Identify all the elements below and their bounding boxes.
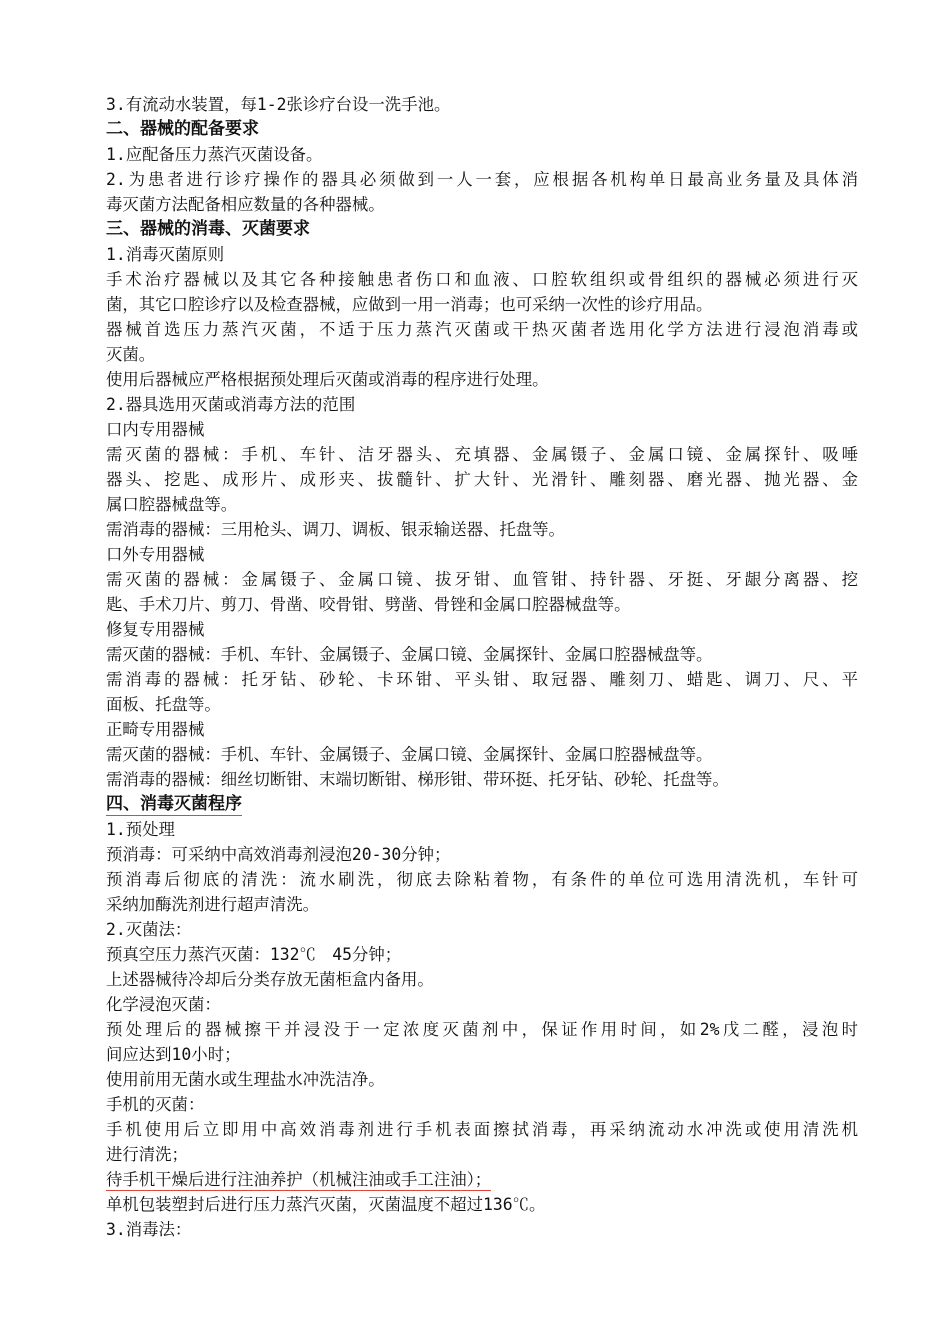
body-text-line: 正畸专用器械: [106, 720, 205, 739]
body-text-line: 预消毒：可采纳中高效消毒剂浸泡20-30分钟；: [106, 845, 451, 864]
body-text-line: 2.为患者进行诊疗操作的器具必须做到一人一套，应根据各机构单日最高业务量及具体消: [106, 170, 858, 189]
body-text-line: 属口腔器械盘等。: [106, 495, 238, 514]
body-text-line: 间应达到10小时；: [106, 1045, 241, 1064]
body-text-line: 1.消毒灭菌原则: [106, 245, 225, 264]
body-text-line: 修复专用器械: [106, 620, 205, 639]
body-text-line: 采纳加酶洗剂进行超声清洗。: [106, 895, 320, 914]
body-text-line: 需灭菌的器械：手机、车针、金属镊子、金属口镜、金属探针、金属口腔器械盘等。: [106, 645, 713, 664]
body-text-line: 口外专用器械: [106, 545, 205, 564]
body-text-line: 手机使用后立即用中高效消毒剂进行手机表面擦拭消毒，再采纳流动水冲洗或使用清洗机: [106, 1120, 858, 1139]
body-text-line: 灭菌。: [106, 345, 156, 364]
underlined-text: 待手机干燥后进行注油养护（机械注油或手工注油）；: [106, 1170, 492, 1189]
body-text-line: 需灭菌的器械：金属镊子、金属口镜、拔牙钳、血管钳、持针器、牙挺、牙龈分离器、挖: [106, 570, 858, 589]
document-page: [106, 92, 858, 1242]
body-text-line: 单机包装塑封后进行压力蒸汽灭菌，灭菌温度不超过136℃。: [106, 1195, 546, 1214]
section-heading: [106, 792, 858, 817]
body-text-line: 3.有流动水装置，每1-2张诊疗台设一洗手池。: [106, 95, 451, 114]
section-heading: 三、器械的消毒、灭菌要求: [106, 219, 310, 239]
body-text-line: 上述器械待冷却后分类存放无菌柜盒内备用。: [106, 970, 434, 989]
body-text-line: 需灭菌的器械：手机、车针、洁牙器头、充填器、金属镊子、金属口镜、金属探针、吸唾: [106, 445, 858, 464]
body-text-line: [106, 1167, 858, 1192]
body-text-line: 进行清洗；: [106, 1145, 188, 1164]
body-text-line: 1.预处理: [106, 820, 175, 839]
body-text-line: 使用后器械应严格根据预处理后灭菌或消毒的程序进行处理。: [106, 370, 549, 389]
body-text-line: 需灭菌的器械：手机、车针、金属镊子、金属口镜、金属探针、金属口腔器械盘等。: [106, 745, 713, 764]
body-text-line: 使用前用无菌水或生理盐水冲洗洁净。: [106, 1070, 385, 1089]
body-text-line: 预处理后的器械擦干并浸没于一定浓度灭菌剂中，保证作用时间，如2%戊二醛，浸泡时: [106, 1020, 858, 1039]
section-heading: 二、器械的配备要求: [106, 119, 259, 139]
body-text-line: 需消毒的器械：三用枪头、调刀、调板、银汞输送器、托盘等。: [106, 520, 565, 539]
body-text-line: 3.消毒法：: [106, 1220, 192, 1239]
body-text-line: 面板、托盘等。: [106, 695, 221, 714]
body-text-line: 匙、手术刀片、剪刀、骨凿、咬骨钳、劈凿、骨锉和金属口腔器械盘等。: [106, 595, 631, 614]
body-text-line: 需消毒的器械：细丝切断钳、末端切断钳、梯形钳、带环挺、托牙钻、砂轮、托盘等。: [106, 770, 729, 789]
body-text-line: 口内专用器械: [106, 420, 205, 439]
body-text-line: 预真空压力蒸汽灭菌：132℃ 45分钟；: [106, 945, 402, 964]
body-text-line: 2.灭菌法：: [106, 920, 192, 939]
body-text-line: 器头、挖匙、成形片、成形夹、拔髓针、扩大针、光滑针、雕刻器、磨光器、抛光器、金: [106, 470, 858, 489]
body-text-line: 2.器具选用灭菌或消毒方法的范围: [106, 395, 356, 414]
body-text-line: 需消毒的器械：托牙钻、砂轮、卡环钳、平头钳、取冠器、雕刻刀、蜡匙、调刀、尺、平: [106, 670, 858, 689]
body-text-line: 1.应配备压力蒸汽灭菌设备。: [106, 145, 323, 164]
body-text-line: 器械首选压力蒸汽灭菌，不适于压力蒸汽灭菌或干热灭菌者选用化学方法进行浸泡消毒或: [106, 320, 858, 339]
body-text-line: 手机的灭菌：: [106, 1095, 205, 1114]
body-text-line: 化学浸泡灭菌：: [106, 995, 221, 1014]
body-text-line: 毒灭菌方法配备相应数量的各种器械。: [106, 195, 385, 214]
body-text-line: 预消毒后彻底的清洗：流水刷洗，彻底去除粘着物，有条件的单位可选用清洗机，车针可: [106, 870, 858, 889]
underlined-text: 四、消毒灭菌程序: [106, 794, 242, 814]
body-text-line: 菌，其它口腔诊疗以及检查器械，应做到一用一消毒；也可采纳一次性的诊疗用品。: [106, 295, 713, 314]
body-text-line: 手术治疗器械以及其它各种接触患者伤口和血液、口腔软组织或骨组织的器械必须进行灭: [106, 270, 858, 289]
